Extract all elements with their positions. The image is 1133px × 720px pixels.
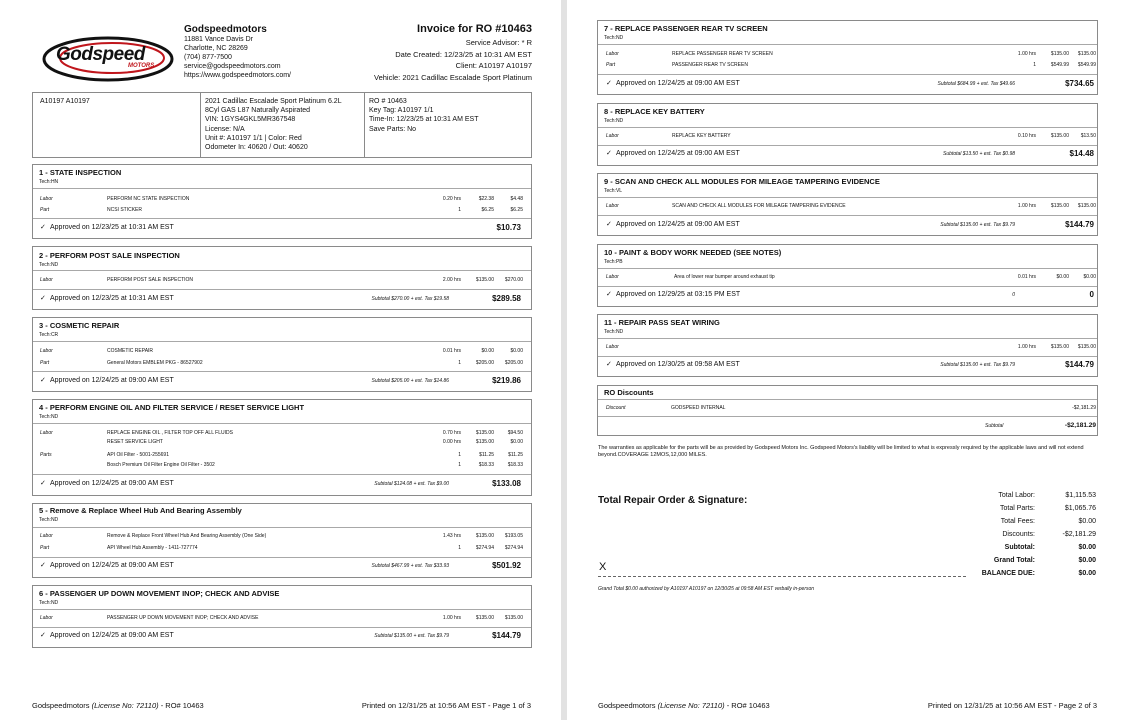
job-title: 3 - COSMETIC REPAIR (39, 321, 120, 330)
vehicle-license: License: N/A (205, 126, 245, 133)
discounts-title: RO Discounts (604, 388, 654, 397)
line-rate: $135.00 (475, 277, 494, 283)
line-desc: REPLACE PASSENGER REAR TV SCREEN (672, 51, 773, 57)
job-tech: Tech:ND (39, 600, 59, 606)
subtotal-value: $0.00 (1078, 544, 1096, 551)
line-amount: $274.94 (504, 545, 523, 551)
line-rate: $135.00 (475, 439, 494, 445)
invoice-page-1 (0, 0, 561, 720)
total-parts-value: $1,065.76 (1064, 505, 1096, 512)
logo-wordmark: Godspeed (56, 44, 145, 65)
page-footer-right: Printed on 12/31/25 at 10:56 AM EST - Page 1 of 3 (361, 701, 531, 710)
line-amount: $4.48 (510, 196, 523, 202)
line-type: Labor (40, 348, 53, 354)
company-email: service@godspeedmotors.com (184, 63, 281, 70)
check-icon: ✓ (606, 361, 612, 368)
line-type: Labor (606, 344, 619, 350)
line-desc: API Wheel Hub Assembly - 1411-727774 (107, 545, 198, 551)
check-icon: ✓ (40, 224, 46, 231)
line-rate: $549.99 (1050, 62, 1069, 68)
total-fees-label: Total Fees: (1000, 518, 1035, 525)
line-type: Labor (606, 274, 619, 280)
invoice-vehicle: Vehicle: 2021 Cadillac Escalade Sport Platinum (373, 73, 532, 82)
line-rate: $205.00 (475, 360, 494, 366)
line-rate: $0.00 (481, 348, 494, 354)
line-rate: $135.00 (475, 615, 494, 621)
job-title: 10 - PAINT & BODY WORK NEEDED (SEE NOTES) (604, 248, 782, 257)
check-icon: ✓ (606, 150, 612, 157)
company-logo (42, 34, 176, 84)
job-tech: Tech:ND (604, 329, 624, 335)
balance-due-value: $0.00 (1078, 570, 1096, 577)
line-rate: $135.00 (475, 430, 494, 436)
line-qty: 0.01 hrs (442, 348, 461, 354)
signature-note: Grand Total $0.00 authorized by A10197 A10197 on 12/30/25 at 09:58 AM EST verbally in-person (598, 586, 815, 592)
job-title: 11 - REPAIR PASS SEAT WIRING (604, 318, 720, 327)
line-amount: $0.00 (510, 439, 523, 445)
line-type: Labor (40, 196, 53, 202)
ro-number: RO # 10463 (369, 98, 407, 105)
line-type: Labor (606, 133, 619, 139)
line-rate: $6.25 (481, 207, 494, 213)
line-amount: $193.05 (504, 533, 523, 539)
line-type: Labor (40, 430, 53, 436)
job-subtotal: 0 (1012, 292, 1015, 298)
page-footer-right: Printed on 12/31/25 at 10:56 AM EST - Page 2 of 3 (927, 701, 1097, 710)
line-amount: $18.33 (507, 462, 523, 468)
line-rate: $135.00 (475, 533, 494, 539)
check-icon: ✓ (606, 80, 612, 87)
line-qty: 0.20 hrs (442, 196, 461, 202)
job-tech: Tech:VL (604, 188, 623, 194)
discount-subtotal: -$2,181.29 (1064, 422, 1096, 429)
job-total: $144.79 (1065, 220, 1094, 229)
job-approved: Approved on 12/24/25 at 09:00 AM EST (50, 480, 174, 487)
job-approved: Approved on 12/29/25 at 03:15 PM EST (616, 291, 741, 298)
line-amount: $0.00 (1083, 274, 1096, 280)
line-amount: $6.25 (510, 207, 523, 213)
check-icon: ✓ (40, 562, 46, 569)
job-title: 6 - PASSENGER UP DOWN MOVEMENT INOP; CHECK AND ADVISE (39, 589, 280, 598)
line-desc: RESET SERVICE LIGHT (107, 439, 163, 445)
job-tech: Tech:HN (39, 179, 59, 185)
discount-name: GODSPEED INTERNAL (671, 405, 726, 411)
vehicle-vin: VIN: 1GYS4GKL5MR367548 (205, 116, 296, 123)
line-rate: $135.00 (1050, 203, 1069, 209)
job-subtotal: Subtotal $135.00 + est. Tax $9.79 (940, 222, 1015, 228)
line-type: Labor (606, 203, 619, 209)
signature-x: X (599, 561, 607, 573)
logo-subtext: MOTORS (128, 63, 155, 69)
job-total: $14.48 (1069, 149, 1094, 158)
check-icon: ✓ (40, 632, 46, 639)
subtotal-label: Subtotal: (1004, 544, 1035, 551)
grand-total-label: Grand Total: (993, 557, 1035, 564)
job-approved: Approved on 12/23/25 at 10:31 AM EST (50, 295, 174, 302)
time-in: Time-In: 12/23/25 at 10:31 AM EST (369, 116, 479, 123)
line-amount: $0.00 (510, 348, 523, 354)
line-rate: $135.00 (1050, 133, 1069, 139)
line-desc: SCAN AND CHECK ALL MODULES FOR MILEAGE TAMPERING EVIDENCE (672, 203, 846, 209)
line-qty: 1 (1033, 62, 1036, 68)
line-amount: $549.99 (1077, 62, 1096, 68)
footer-company: Godspeedmotors (598, 701, 656, 710)
date-created: Date Created: 12/23/25 at 10:31 AM EST (395, 50, 532, 59)
line-desc: Area of lower rear bumper around exhaust tip (674, 274, 775, 280)
invoice-title: Invoice for RO #10463 (417, 23, 532, 35)
vehicle-odometer: Odometer In: 40620 / Out: 40620 (205, 144, 308, 151)
line-amount: $205.00 (504, 360, 523, 366)
job-approved: Approved on 12/24/25 at 09:00 AM EST (616, 80, 740, 87)
line-type: Labor (40, 615, 53, 621)
job-total: $289.58 (492, 294, 521, 303)
job-subtotal: Subtotal $684.99 + est. Tax $49.66 (937, 81, 1015, 87)
job-total: $133.08 (492, 479, 521, 488)
line-qty: 0.10 hrs (1017, 133, 1036, 139)
line-qty: 1 (458, 360, 461, 366)
line-desc: PERFORM POST SALE INSPECTION (107, 277, 194, 283)
vehicle-line-1: 2021 Cadillac Escalade Sport Platinum 6.2L (205, 98, 342, 105)
line-desc: PERFORM NC STATE INSPECTION (107, 196, 190, 202)
job-total: $501.92 (492, 561, 521, 570)
line-qty: 1 (458, 207, 461, 213)
company-phone: (704) 877-7500 (184, 54, 232, 61)
job-title: 9 - SCAN AND CHECK ALL MODULES FOR MILEAGE TAMPERING EVIDENCE (604, 177, 880, 186)
footer-license: (License No: 72110) (91, 701, 159, 710)
discount-label: Discount (606, 405, 626, 411)
job-subtotal: Subtotal $205.00 + est. Tax $14.86 (371, 378, 449, 384)
total-parts-label: Total Parts: (999, 505, 1035, 512)
page-footer-left (32, 701, 204, 710)
page-footer-left (598, 701, 770, 710)
line-amount: $135.00 (1077, 344, 1096, 350)
line-qty: 0.01 hrs (1017, 274, 1036, 280)
line-qty: 0.70 hrs (442, 430, 461, 436)
job-tech: Tech:ND (604, 35, 624, 41)
line-amount: $13.50 (1080, 133, 1096, 139)
line-rate: $274.94 (475, 545, 494, 551)
footer-ro: - RO# 10463 (160, 701, 204, 710)
job-tech: Tech:ND (39, 517, 59, 523)
line-desc: API Oil Filter - 5001-255691 (107, 452, 169, 458)
line-rate: $11.25 (479, 452, 494, 458)
total-discounts-value: -$2,181.29 (1062, 531, 1096, 538)
job-total: $219.86 (492, 376, 521, 385)
job-approved: Approved on 12/30/25 at 09:58 AM EST (616, 361, 740, 368)
key-tag: Key Tag: A10197 1/1 (369, 107, 434, 114)
job-approved: Approved on 12/24/25 at 09:00 AM EST (616, 150, 740, 157)
company-website: https://www.godspeedmotors.com/ (184, 72, 291, 79)
job-subtotal: Subtotal $124.08 + est. Tax $9.00 (374, 481, 449, 487)
line-qty: 1.00 hrs (442, 615, 461, 621)
line-rate: $22.38 (478, 196, 494, 202)
company-address-1: 11881 Vance Davis Dr (184, 36, 253, 43)
line-qty: 1.00 hrs (1017, 51, 1036, 57)
job-title: 2 - PERFORM POST SALE INSPECTION (39, 251, 180, 260)
job-total: $144.79 (492, 631, 521, 640)
line-amount: $94.50 (507, 430, 523, 436)
line-qty: 0.00 hrs (442, 439, 461, 445)
signature-line (598, 576, 966, 577)
save-parts: Save Parts: No (369, 126, 417, 133)
job-title: 1 - STATE INSPECTION (39, 168, 122, 177)
discount-amount: -$2,181.29 (1072, 405, 1096, 411)
line-qty: 1 (458, 545, 461, 551)
service-advisor: Service Advisor: * R (465, 38, 532, 47)
job-approved: Approved on 12/24/25 at 09:00 AM EST (50, 632, 174, 639)
signature-title: Total Repair Order & Signature: (598, 495, 748, 506)
line-desc: COSMETIC REPAIR (107, 348, 154, 354)
total-fees-value: $0.00 (1078, 518, 1096, 525)
line-qty: 2.00 hrs (442, 277, 461, 283)
job-subtotal: Subtotal $467.99 + est. Tax $33.93 (371, 563, 449, 569)
job-tech: Tech:PB (604, 259, 623, 265)
line-amount: $270.00 (504, 277, 523, 283)
warranty-text: The warranties as applicable for the parts will be as provided by Godspeed Motors Inc. Godspeed Motors's liability will be limited to what is expressly required by the applicable laws and will not extend beyond.COVERAGE 12MOS,12,000 MILES. (598, 445, 1084, 458)
balance-due-label: BALANCE DUE: (981, 570, 1035, 577)
line-rate: $135.00 (1050, 344, 1069, 350)
job-approved: Approved on 12/24/25 at 09:00 AM EST (50, 377, 174, 384)
footer-license: (License No: 72110) (657, 701, 725, 710)
vehicle-line-2: 8Cyl GAS L87 Naturally Aspirated (205, 107, 311, 114)
line-qty: 1 (458, 462, 461, 468)
job-tech: Tech:ND (39, 262, 59, 268)
job-title: 5 - Remove & Replace Wheel Hub And Bearing Assembly (39, 506, 242, 515)
job-subtotal: Subtotal $135.00 + est. Tax $9.79 (940, 362, 1015, 368)
line-desc: PASSENGER UP DOWN MOVEMENT INOP; CHECK AND ADVISE (107, 615, 259, 621)
line-desc: NCSI STICKER (107, 207, 143, 213)
company-name: Godspeedmotors (184, 24, 267, 35)
job-title: 7 - REPLACE PASSENGER REAR TV SCREEN (604, 24, 768, 33)
job-total: $10.73 (496, 223, 521, 232)
line-qty: 1 (458, 452, 461, 458)
vehicle-unit: Unit #: A10197 1/1 | Color: Red (205, 135, 302, 142)
line-type: Part (40, 207, 50, 213)
job-tech: Tech:ND (39, 414, 59, 420)
job-title: 4 - PERFORM ENGINE OIL AND FILTER SERVICE / RESET SERVICE LIGHT (39, 403, 305, 412)
check-icon: ✓ (606, 291, 612, 298)
total-labor-value: $1,115.53 (1065, 492, 1096, 499)
line-type: Parts (40, 452, 52, 458)
line-amount: $135.00 (1077, 51, 1096, 57)
line-desc: General Motors EMBLEM PKG - 86527902 (107, 360, 203, 366)
line-amount: $135.00 (504, 615, 523, 621)
line-amount: $11.25 (508, 452, 523, 458)
invoice-page-2 (567, 0, 1133, 720)
line-qty: 1.43 hrs (442, 533, 461, 539)
check-icon: ✓ (40, 480, 46, 487)
line-type: Labor (40, 277, 53, 283)
job-tech: Tech:ND (604, 118, 624, 124)
company-address-2: Charlotte, NC 28269 (184, 45, 248, 52)
line-type: Part (40, 360, 50, 366)
line-rate: $0.00 (1056, 274, 1069, 280)
job-approved: Approved on 12/24/25 at 09:00 AM EST (50, 562, 174, 569)
line-type: Labor (40, 533, 53, 539)
job-approved: Approved on 12/24/25 at 09:00 AM EST (616, 221, 740, 228)
total-labor-label: Total Labor: (998, 492, 1035, 499)
discount-subtotal-label: Subtotal (985, 423, 1004, 429)
line-desc: REPLACE KEY BATTERY (672, 133, 731, 139)
job-total: 0 (1089, 290, 1094, 299)
line-desc: Remove & Replace Front Wheel Hub And Bearing Assembly (One Side) (107, 533, 267, 539)
line-desc: Bosch Premium Oil Filter Engine Oil Filter - 3502 (107, 462, 215, 468)
line-rate: $18.33 (478, 462, 494, 468)
job-subtotal: Subtotal $13.50 + est. Tax $0.98 (943, 151, 1015, 157)
line-type: Part (606, 62, 616, 68)
grand-total-value: $0.00 (1078, 557, 1096, 564)
footer-ro: - RO# 10463 (726, 701, 770, 710)
check-icon: ✓ (40, 377, 46, 384)
line-desc: REPLACE ENGINE OIL , FILTER TOP OFF ALL FLUIDS (107, 430, 233, 436)
job-subtotal: Subtotal $135.00 + est. Tax $9.79 (374, 633, 449, 639)
job-tech: Tech:CR (39, 332, 59, 338)
customer-name: A10197 A10197 (40, 98, 90, 105)
job-total: $734.65 (1065, 79, 1094, 88)
check-icon: ✓ (40, 295, 46, 302)
total-discounts-label: Discounts: (1002, 531, 1035, 538)
line-type: Labor (606, 51, 619, 57)
invoice-client: Client: A10197 A10197 (455, 61, 532, 70)
job-title: 8 - REPLACE KEY BATTERY (604, 107, 705, 116)
job-subtotal: Subtotal $270.00 + est. Tax $19.58 (371, 296, 449, 302)
footer-company: Godspeedmotors (32, 701, 90, 710)
line-amount: $135.00 (1077, 203, 1096, 209)
job-approved: Approved on 12/23/25 at 10:31 AM EST (50, 224, 174, 231)
line-rate: $135.00 (1050, 51, 1069, 57)
check-icon: ✓ (606, 221, 612, 228)
line-desc: PASSENGER REAR TV SCREEN (672, 62, 748, 68)
line-type: Part (40, 545, 50, 551)
line-qty: 1.00 hrs (1017, 203, 1036, 209)
job-total: $144.79 (1065, 360, 1094, 369)
line-qty: 1.00 hrs (1017, 344, 1036, 350)
